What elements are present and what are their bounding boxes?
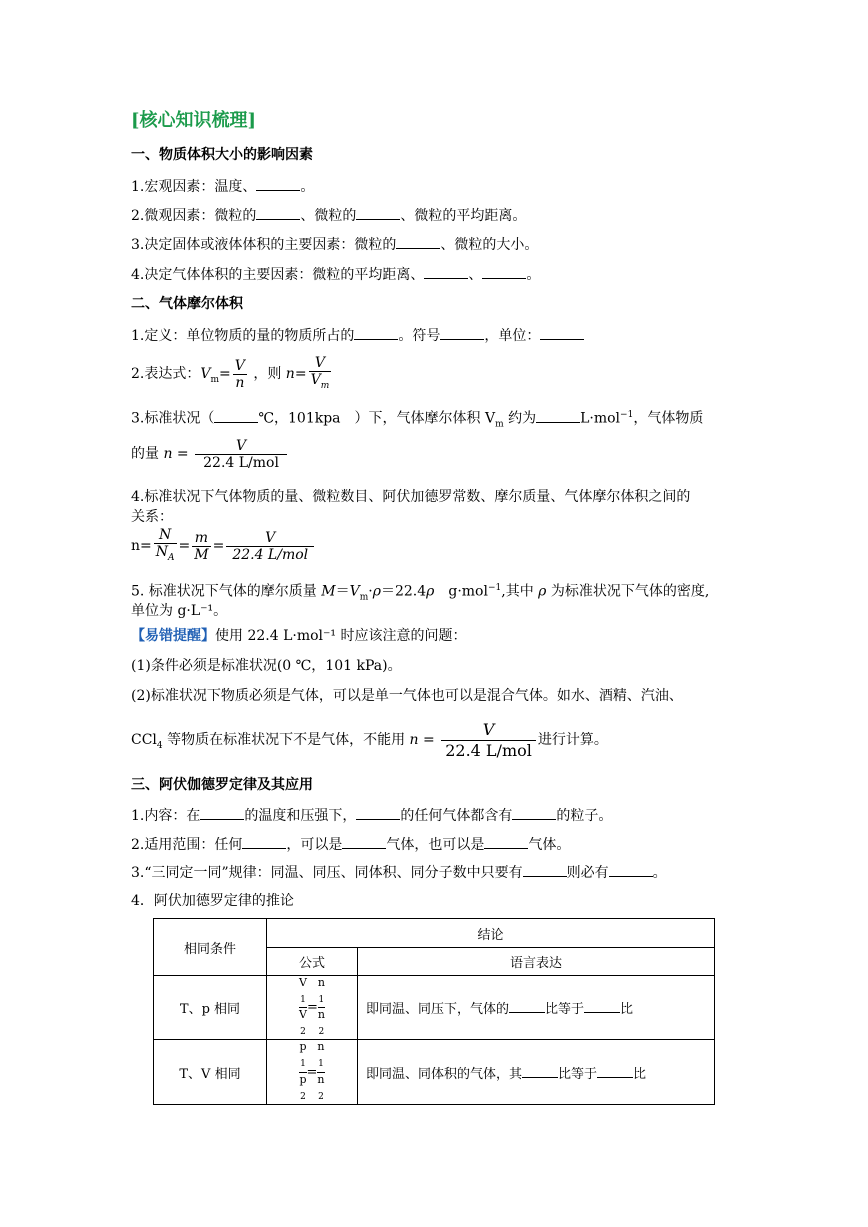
symbol: V — [200, 366, 211, 382]
text: 。 — [652, 865, 667, 881]
text: = — [219, 366, 231, 382]
denominator: M — [194, 546, 209, 563]
s2-expression — [131, 354, 333, 400]
subscript: 4 — [156, 740, 163, 751]
text: V — [299, 976, 307, 989]
section-heading-1: 一、物质体积大小的影响因素 — [131, 147, 313, 163]
denominator: 22.4 L/mol — [195, 454, 287, 471]
text: p — [299, 1072, 307, 1086]
fraction — [233, 358, 247, 391]
text: 则必有 — [566, 865, 609, 881]
subscript: 2 — [318, 1027, 325, 1038]
fill-blank — [523, 862, 567, 877]
text: 5. 标准状况下气体的摩尔质量 — [131, 583, 322, 600]
subscript: A — [168, 552, 175, 563]
text: 。 — [526, 267, 541, 283]
warning-text: 使用 22.4 L·mol⁻¹ 时应该注意的问题： — [215, 628, 467, 644]
text: = — [172, 446, 194, 462]
symbol: ρ — [426, 583, 435, 600]
text: 、微粒的平均距离。 — [400, 208, 527, 224]
text: CCl — [131, 732, 157, 748]
numerator — [299, 1040, 306, 1071]
numerator: V — [235, 437, 247, 454]
fill-blank — [597, 1063, 633, 1078]
s2-standard-condition — [131, 405, 703, 434]
denominator — [154, 543, 177, 566]
fraction — [226, 530, 314, 563]
superscript: −1 — [487, 583, 502, 593]
warning-line — [131, 626, 466, 646]
cell-language — [358, 1040, 715, 1104]
text: n — [317, 1072, 325, 1086]
s2-relation-1: 4.标准状况下气体物质的量、微粒数目、阿伏加德罗常数、摩尔质量、气体摩尔体积之间的 — [131, 489, 691, 505]
denominator — [299, 1072, 306, 1104]
text: ℃，101kpa ）下，气体摩尔体积 V — [258, 410, 496, 427]
denominator — [317, 1072, 324, 1104]
fill-blank — [512, 805, 556, 820]
symbol: ρ — [372, 583, 381, 600]
fraction — [154, 527, 177, 566]
text: n — [317, 1040, 325, 1054]
s1-item-2 — [131, 205, 526, 226]
fraction — [192, 530, 210, 563]
warning-item-1: (1)条件必须是标准状况(0 ℃，101 kPa)。 — [131, 658, 402, 674]
subscript: 1 — [300, 1059, 306, 1070]
text: N — [155, 543, 168, 560]
text: 气体，也可以是 — [386, 837, 485, 853]
s1-item-4 — [131, 264, 540, 285]
text: ,其中 — [501, 583, 539, 600]
subscript: m — [320, 380, 330, 391]
text: 的粒子。 — [556, 808, 613, 824]
table-row — [154, 976, 715, 1040]
text: = — [306, 1064, 318, 1080]
numerator — [318, 976, 325, 1007]
cell-formula — [267, 1040, 358, 1104]
warning-item-3 — [131, 716, 608, 770]
subscript: m — [495, 419, 504, 430]
subscript: 1 — [318, 995, 325, 1006]
fill-blank — [396, 234, 440, 249]
symbol: n — [409, 732, 419, 748]
fill-blank — [540, 325, 584, 340]
warning-label: 【易错提醒】 — [131, 628, 215, 644]
text: 2.适用范围：任何 — [131, 837, 243, 853]
fill-blank — [482, 264, 526, 279]
table-header-row — [154, 919, 715, 948]
text: 1.定义：单位物质的量的物质所占的 — [131, 328, 355, 344]
text: = — [212, 538, 225, 554]
denominator — [309, 371, 332, 394]
text: 的温度和压强下， — [244, 808, 357, 824]
fill-blank — [484, 834, 528, 849]
symbol: n — [163, 446, 173, 462]
text: g·mol — [434, 583, 488, 600]
fill-blank — [214, 408, 258, 423]
denominator: n — [233, 374, 247, 391]
section-heading-3: 三、阿伏伽德罗定律及其应用 — [131, 777, 313, 793]
s2-relation-equation — [131, 526, 316, 566]
text: 比等于 — [558, 1066, 598, 1082]
text: 、微粒的 — [300, 208, 357, 224]
table-row — [154, 1040, 715, 1104]
numerator: N — [159, 526, 172, 543]
numerator: m — [194, 529, 209, 546]
subscript: 1 — [300, 995, 306, 1006]
text: 1.内容：在 — [131, 808, 201, 824]
header-formula: 公式 — [267, 948, 358, 976]
fraction — [299, 976, 307, 1039]
fill-blank — [440, 325, 484, 340]
text: 、微粒的大小。 — [440, 237, 539, 253]
text: 。符号 — [398, 328, 441, 344]
text: = — [306, 1000, 318, 1016]
text: 4.决定气体体积的主要因素：微粒的平均距离、 — [131, 267, 425, 283]
text: 比等于 — [545, 1002, 585, 1018]
text: 3.决定固体或液体体积的主要因素：微粒的 — [131, 237, 397, 253]
text: ，则 — [253, 366, 286, 382]
subscript: 2 — [318, 1091, 324, 1102]
s3-item-1 — [131, 805, 612, 826]
text: 气体。 — [528, 837, 571, 853]
fraction — [441, 720, 536, 761]
text: ＝ — [335, 583, 350, 600]
subscript: m — [359, 592, 369, 603]
fill-blank — [536, 408, 580, 423]
fill-blank — [256, 205, 300, 220]
subscript: m — [210, 374, 220, 385]
text: 进行计算。 — [537, 732, 608, 748]
text: 约为 — [503, 410, 537, 427]
numerator: V — [234, 357, 245, 374]
superscript: −1 — [620, 410, 634, 420]
fill-blank — [242, 834, 286, 849]
text: · — [368, 583, 373, 600]
symbol: V — [349, 583, 360, 600]
fraction — [299, 1040, 306, 1103]
text: = — [418, 732, 440, 748]
text: 3.“三同定一同”规律：同温、同压、同体积、同分子数中只要有 — [131, 865, 523, 881]
text: = — [294, 366, 307, 382]
fill-blank — [200, 805, 244, 820]
fill-blank — [256, 176, 300, 191]
fill-blank — [584, 998, 620, 1013]
text: 。 — [300, 179, 315, 195]
fill-blank — [356, 205, 400, 220]
fill-blank — [424, 264, 468, 279]
s3-item-4: 4．阿伏加德罗定律的推论 — [131, 893, 294, 909]
text: V — [299, 1008, 307, 1022]
text: n= — [131, 538, 152, 554]
page-title: [核心知识梳理] — [131, 110, 257, 131]
subscript: 2 — [300, 1091, 306, 1102]
numerator: V — [314, 354, 325, 371]
text: 即同温、同压下，气体的 — [366, 1002, 510, 1018]
text: p — [299, 1040, 307, 1054]
denominator: 22.4 L/mol — [441, 740, 536, 761]
cell-formula — [267, 976, 358, 1040]
numerator — [317, 1040, 324, 1071]
text: 2.微观因素：微粒的 — [131, 208, 257, 224]
text: n — [317, 976, 325, 989]
text: V — [310, 371, 321, 388]
inference-table — [153, 918, 715, 1105]
s1-item-3 — [131, 234, 538, 255]
fill-blank — [342, 834, 386, 849]
warning-item-2: (2)标准状况下物质必须是气体，可以是单一气体也可以是混合气体。如水、酒精、汽油、 — [131, 688, 683, 704]
text: ，单位： — [484, 328, 541, 344]
s2-standard-amount — [131, 434, 289, 474]
fraction — [317, 1040, 324, 1103]
numerator: V — [482, 719, 495, 739]
cell-condition: T、V 相同 — [154, 1040, 267, 1104]
text: 3.标准状况（ — [131, 410, 215, 427]
text: 等物质在标准状况下不是气体，不能用 — [162, 732, 410, 748]
text: ＝22.4 — [380, 583, 427, 600]
s2-relation-2: 关系： — [131, 509, 173, 525]
denominator — [318, 1007, 325, 1039]
fill-blank — [354, 325, 398, 340]
symbol: n — [285, 366, 295, 382]
denominator: 22.4 L/mol — [226, 546, 314, 563]
subscript: 1 — [318, 1059, 324, 1070]
s3-item-2 — [131, 834, 570, 855]
text: ，气体物质 — [633, 410, 704, 427]
s1-item-1 — [131, 176, 314, 197]
fraction — [309, 355, 332, 394]
s2-molar-unit: 单位为 g·L⁻¹。 — [131, 603, 228, 619]
fraction — [318, 976, 325, 1039]
fill-blank — [356, 805, 400, 820]
text: 1.宏观因素：温度、 — [131, 179, 257, 195]
header-condition: 相同条件 — [154, 919, 267, 976]
denominator — [299, 1007, 307, 1039]
text: 为标准状况下气体的密度, — [546, 583, 710, 600]
symbol: M — [321, 583, 336, 600]
cell-condition: T、p 相同 — [154, 976, 267, 1040]
text: 比 — [620, 1002, 634, 1018]
text: = — [178, 538, 191, 554]
subscript: 2 — [300, 1027, 306, 1038]
cell-language — [358, 976, 715, 1040]
fill-blank — [522, 1063, 558, 1078]
text: L·mol — [580, 410, 621, 427]
s3-item-3 — [131, 862, 667, 883]
text: 2.表达式： — [131, 366, 201, 382]
s2-definition — [131, 325, 584, 346]
section-heading-2: 二、气体摩尔体积 — [131, 296, 243, 312]
text: ，可以是 — [286, 837, 343, 853]
text: 的任何气体都含有 — [400, 808, 513, 824]
text: 比 — [633, 1066, 647, 1082]
text: 即同温、同体积的气体，其 — [366, 1066, 523, 1082]
header-conclusion: 结论 — [267, 919, 715, 948]
symbol: ρ — [538, 583, 547, 600]
numerator — [299, 976, 307, 1007]
numerator: V — [265, 529, 276, 546]
fill-blank — [509, 998, 545, 1013]
fraction — [195, 438, 287, 471]
fill-blank — [609, 862, 653, 877]
text: 、 — [468, 267, 483, 283]
text: n — [317, 1008, 325, 1022]
text: 的量 — [131, 446, 164, 462]
header-language: 语言表达 — [358, 948, 715, 976]
